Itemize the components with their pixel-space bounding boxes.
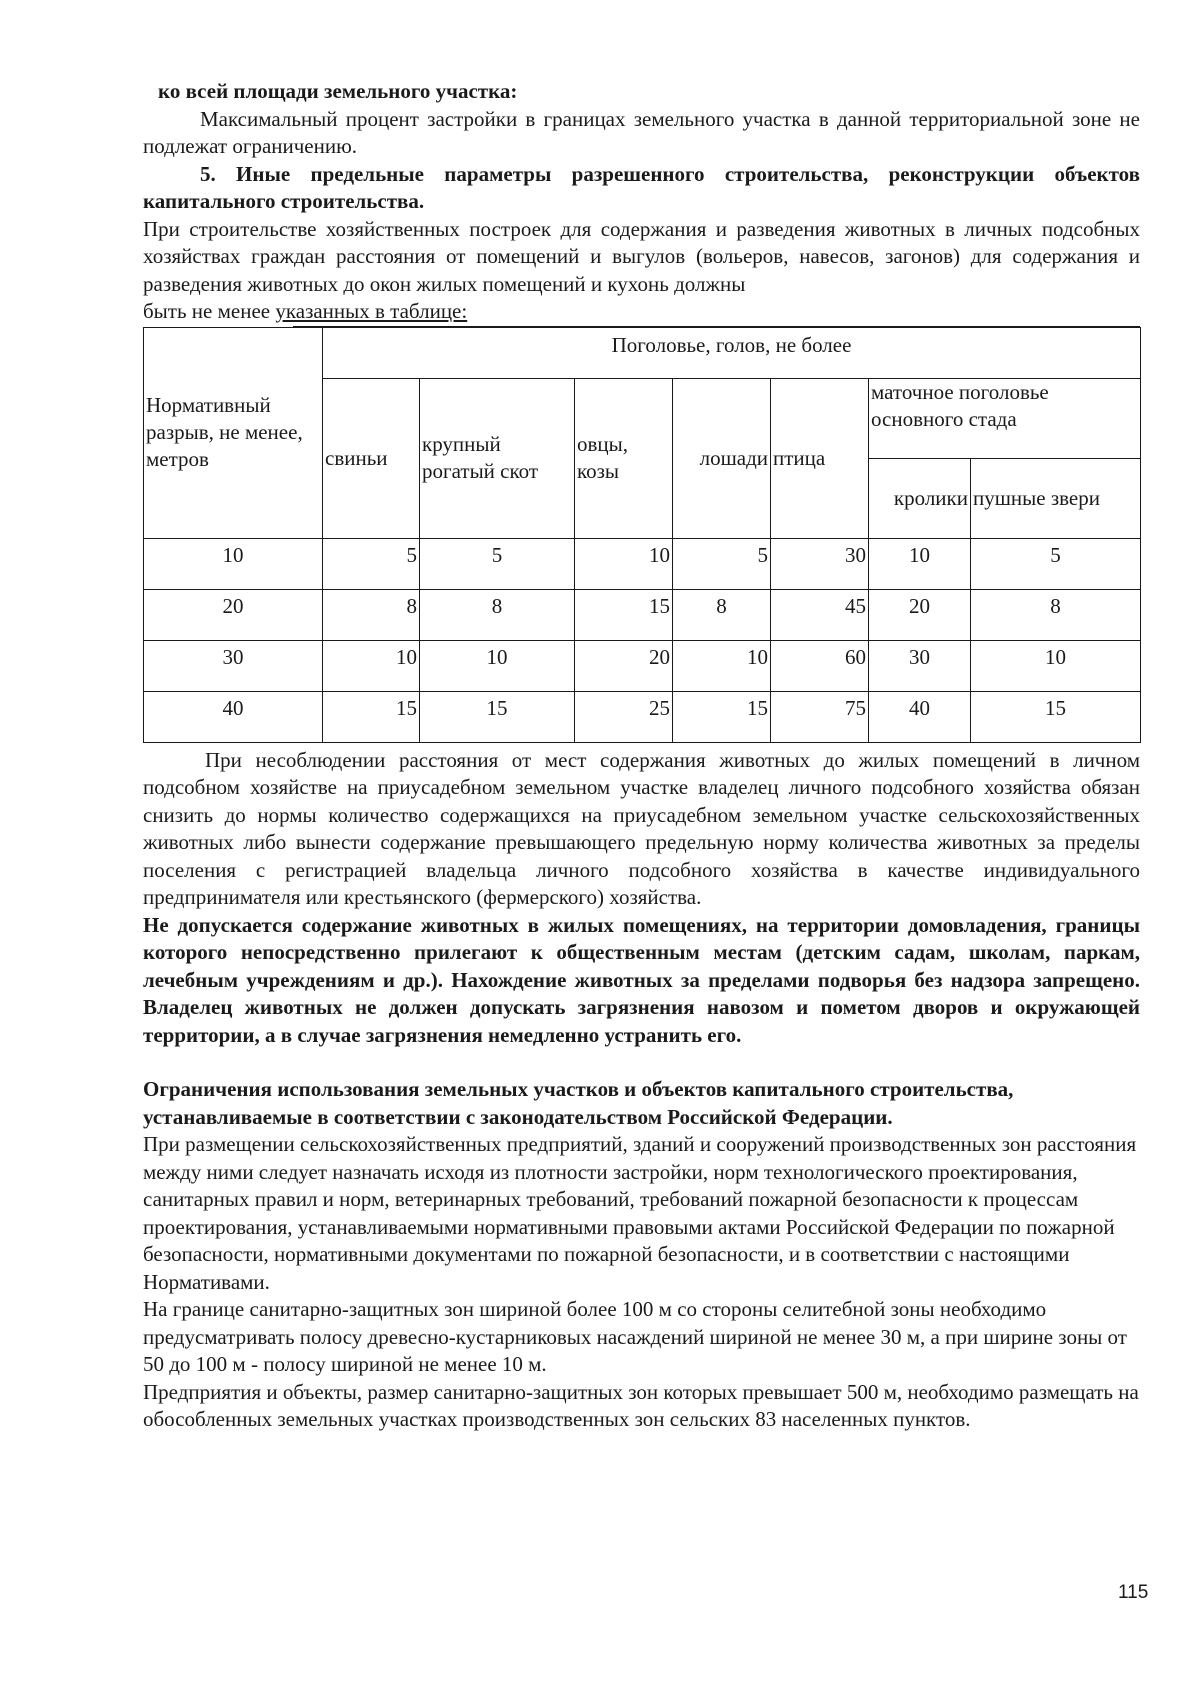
header-poultry: птица [771, 378, 869, 538]
header-rabbits: кролики [869, 458, 971, 538]
cell-fur: 5 [971, 538, 1141, 589]
section5-intro: При строительстве хозяйственных построек для содержания и разведения животных в личных подсобных хозяйствах граждан расстояния от помещений и выгулов (вольеров, навесов, загонов) для содержания и разведения животных до окон жилых помещений и кухонь должны [143, 216, 1140, 296]
cell-fur: 10 [971, 640, 1141, 691]
intro-last-plain: быть не менее [143, 299, 276, 323]
noncompliance-paragraph: При несоблюдении расстояния от мест содержания животных до жилых помещений в личном подсобном хозяйстве на приусадебном земельном участке владелец личного подсобного хозяйства обязан снизить до нормы количество содержащихся на приусадебном земельном участке сельскохозяйственных животных либо вынести содержание превышающего предельную норму количества животных за пределы поселения с регистрацией владельца личного подсобного хозяйства в качестве индивидуального предпринимателя или крестьянского (фермерского) хозяйства. [143, 747, 1140, 909]
header-fur-animals: пушные звери [971, 458, 1141, 538]
header-horses: лошади [673, 378, 771, 538]
table-row [144, 691, 1141, 742]
cell-pigs: 8 [323, 589, 420, 640]
restrictions-heading: Ограничения использования земельных участков и объектов капитального строительства, устанавливаемые в соответствии с законодательством Российской Федерации. [143, 1077, 1014, 1129]
table-row [144, 640, 1141, 691]
animal-keeping-rules: Не допускается содержание животных в жилых помещениях, на территории домовладения, границы которого непосредственно прилегают к общественным местам (детским садам, школам, паркам, лечебным учреждениям и др.). Нахождение животных за пределами подворья без надзора запрещено. Владелец животных не должен допускать загрязнения навозом и пометом дворов и окружающей территории, а в случае загрязнения немедленно устранить его. [143, 912, 1140, 1047]
cell-rabbits: 20 [869, 589, 971, 640]
cell-sheep: 15 [575, 589, 673, 640]
page-content [143, 78, 1140, 1434]
cell-poultry: 45 [771, 589, 869, 640]
cell-rabbits: 40 [869, 691, 971, 742]
section5-intro-last-line [143, 298, 1140, 326]
table-row [144, 538, 1141, 589]
restrictions-paragraph-1: При размещении сельскохозяйственных предприятий, зданий и сооружений производственных зон расстояния между ними следует назначать исходя из плотности застройки, норм технологического проектирования, санитарных правил и норм, ветеринарных требований, требований пожарной безопасности к процессам проектирования, устанавливаемыми нормативными правовыми актами Российской Федерации по пожарной безопасности, нормативными документами по пожарной безопасности, и в соответствии с настоящими Нормативами. [143, 1132, 1137, 1294]
cell-horses: 15 [673, 691, 771, 742]
zone-heading: ко всей площади земельного участка: [158, 79, 518, 103]
cell-gap: 40 [144, 691, 323, 742]
cell-cattle: 10 [420, 640, 575, 691]
cell-pigs: 10 [323, 640, 420, 691]
cell-rabbits: 10 [869, 538, 971, 589]
spacer [143, 1049, 1140, 1076]
restrictions-paragraph-2: На границе санитарно-защитных зон шириной более 100 м со стороны селитебной зоны необходимо предусматривать полосу древесно-кустарниковых насаждений шириной не менее 30 м, а при ширине зоны от 50 до 100 м - полосу шириной не менее 10 м. [143, 1297, 1127, 1376]
cell-poultry: 60 [771, 640, 869, 691]
cell-gap: 10 [144, 538, 323, 589]
livestock-distance-table [143, 327, 1141, 743]
restrictions-paragraph-3: Предприятия и объекты, размер санитарно-защитных зон которых превышает 500 м, необходимо размещать на обособленных земельных участках производственных зон сельских 83 населенных пунктов. [143, 1379, 1139, 1431]
cell-poultry: 75 [771, 691, 869, 742]
cell-gap: 20 [144, 589, 323, 640]
cell-pigs: 5 [323, 538, 420, 589]
header-cattle: крупный рогатый скот [420, 378, 575, 538]
table-top-rule [293, 326, 1140, 327]
header-sheep-goats: овцы, козы [575, 378, 673, 538]
cell-sheep: 20 [575, 640, 673, 691]
intro-last-underlined: указанных в таблице: [275, 299, 468, 323]
cell-cattle: 15 [420, 691, 575, 742]
cell-sheep: 25 [575, 691, 673, 742]
cell-horses: 5 [673, 538, 771, 589]
cell-horses: 10 [673, 640, 771, 691]
cell-fur: 15 [971, 691, 1141, 742]
page-number: 115 [1118, 1582, 1149, 1603]
cell-cattle: 5 [420, 538, 575, 589]
header-normative-gap: Нормативный разрыв, не менее, метров [144, 327, 323, 538]
cell-sheep: 10 [575, 538, 673, 589]
cell-rabbits: 30 [869, 640, 971, 691]
header-breeding-stock: маточное поголовье основного стада [869, 378, 1141, 458]
cell-gap: 30 [144, 640, 323, 691]
cell-horses: 8 [673, 589, 771, 640]
header-pigs: свиньи [323, 378, 420, 538]
cell-pigs: 15 [323, 691, 420, 742]
header-livestock-count: Поголовье, голов, не более [323, 327, 1141, 378]
max-building-percent-text: Максимальный процент застройки в границах земельного участка в данной территориальной зоне не подлежат ограничению. [143, 106, 1140, 158]
cell-poultry: 30 [771, 538, 869, 589]
section5-heading: 5. Иные предельные параметры разрешенного строительства, реконструкции объектов капитального строительства. [143, 161, 1140, 213]
cell-fur: 8 [971, 589, 1141, 640]
cell-cattle: 8 [420, 589, 575, 640]
table-row [144, 589, 1141, 640]
